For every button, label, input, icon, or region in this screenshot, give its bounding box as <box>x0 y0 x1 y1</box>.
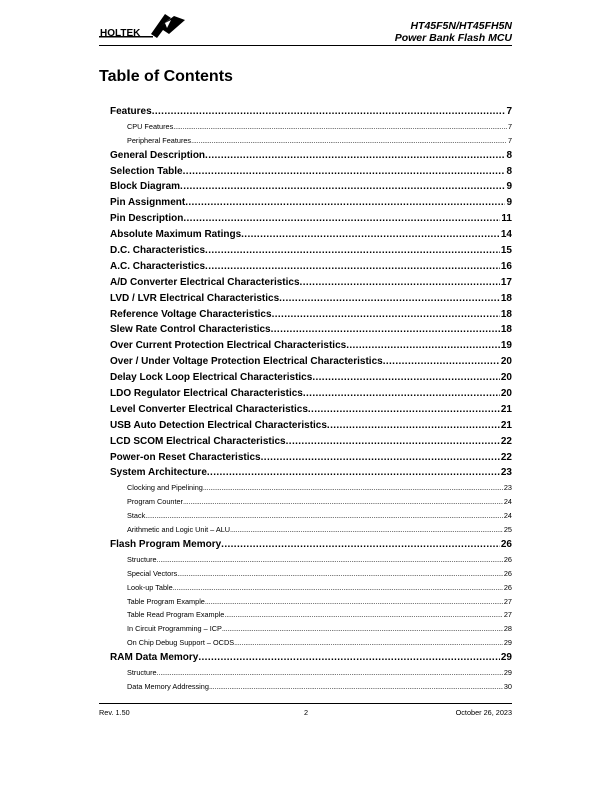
toc-entry-page: 30 <box>503 681 512 691</box>
dot-leader <box>183 164 506 180</box>
toc-entry[interactable] <box>110 650 512 666</box>
toc-entry-page: 19 <box>500 340 512 352</box>
toc-entry[interactable] <box>110 259 512 275</box>
dot-leader <box>183 495 503 509</box>
toc-entry-page: 18 <box>500 292 512 304</box>
toc-entry-page: 22 <box>500 435 512 447</box>
toc-entry[interactable] <box>110 537 512 553</box>
toc-entry-label: Arithmetic and Logic Unit – ALU <box>127 525 231 535</box>
toc-subentry[interactable] <box>110 495 512 509</box>
footer-divider <box>99 703 512 704</box>
toc-entry-page: 29 <box>503 667 512 677</box>
toc-entry-label: Clocking and Pipelining <box>127 483 203 493</box>
dot-leader <box>234 636 503 650</box>
toc-entry-label: CPU Features <box>127 121 174 131</box>
toc-entry-label: Look-up Table <box>127 582 173 592</box>
toc-entry-label: Special Vectors <box>127 568 178 578</box>
toc-entry-label: Data Memory Addressing <box>127 681 209 691</box>
toc-entry-label: Table Program Example <box>127 596 205 606</box>
toc-entry-label: Delay Lock Loop Electrical Characteristics <box>110 372 313 384</box>
dot-leader <box>271 322 500 338</box>
toc-entry-page: 20 <box>500 356 512 368</box>
toc-entry-page: 20 <box>500 388 512 400</box>
dot-leader <box>241 227 500 243</box>
toc-entry[interactable] <box>110 275 512 291</box>
dot-leader <box>177 567 503 581</box>
dot-leader <box>279 291 500 307</box>
toc-entry[interactable] <box>110 243 512 259</box>
toc-entry-label: Stack <box>127 511 146 521</box>
toc-entry-page: 9 <box>506 197 512 209</box>
dot-leader <box>303 386 500 402</box>
toc-entry-page: 18 <box>500 308 512 320</box>
toc-entry[interactable] <box>110 386 512 402</box>
toc-entry[interactable] <box>110 211 512 227</box>
toc-entry-page: 22 <box>500 451 512 463</box>
toc-entry-page: 7 <box>507 121 512 131</box>
toc-entry-page: 15 <box>500 245 512 257</box>
toc-entry-label: Level Converter Electrical Characteristics <box>110 403 308 415</box>
toc-entry-label: D.C. Characteristics <box>110 245 206 257</box>
toc-subentry[interactable] <box>110 666 512 680</box>
toc-entry-page: 8 <box>506 149 512 161</box>
toc-subentry[interactable] <box>110 120 512 134</box>
dot-leader <box>272 307 500 323</box>
holtek-logo <box>99 12 189 42</box>
dot-leader <box>173 120 507 134</box>
dot-leader <box>312 370 500 386</box>
toc-entry-label: In Circuit Programming – ICP <box>127 624 222 634</box>
toc-entry-page: 27 <box>503 596 512 606</box>
dot-leader <box>191 134 507 148</box>
toc-subentry[interactable] <box>110 523 512 537</box>
dot-leader <box>173 581 503 595</box>
dot-leader <box>221 537 500 553</box>
dot-leader <box>383 354 500 370</box>
toc-entry-page: 14 <box>500 229 512 241</box>
toc-subentry[interactable] <box>110 680 512 694</box>
dot-leader <box>157 553 503 567</box>
toc-entry[interactable] <box>110 291 512 307</box>
toc-entry-page: 9 <box>506 181 512 193</box>
toc-subentry[interactable] <box>110 636 512 650</box>
toc-entry[interactable] <box>110 354 512 370</box>
toc-subentry[interactable] <box>110 567 512 581</box>
toc-subentry[interactable] <box>110 595 512 609</box>
page-title: Table of Contents <box>99 68 233 85</box>
toc-entry[interactable] <box>110 338 512 354</box>
toc-entry-label: Over / Under Voltage Protection Electrical Characteristics <box>110 356 383 368</box>
product-name: HT45F5N/HT45FH5N <box>410 20 512 32</box>
dot-leader <box>180 179 505 195</box>
dot-leader <box>198 650 500 666</box>
toc-entry-label: System Architecture <box>110 467 207 479</box>
dot-leader <box>157 666 503 680</box>
toc-entry[interactable] <box>110 164 512 180</box>
table-of-contents <box>110 104 512 694</box>
toc-entry[interactable] <box>110 179 512 195</box>
toc-entry[interactable] <box>110 195 512 211</box>
toc-entry-label: Pin Assignment <box>110 197 186 209</box>
toc-entry[interactable] <box>110 450 512 466</box>
toc-entry-page: 26 <box>503 568 512 578</box>
toc-entry-page: 17 <box>500 276 512 288</box>
toc-entry-label: Reference Voltage Characteristics <box>110 308 272 320</box>
toc-entry[interactable] <box>110 465 512 481</box>
toc-entry-page: 7 <box>507 135 512 145</box>
toc-entry-label: A/D Converter Electrical Characteristics <box>110 276 300 288</box>
dot-leader <box>152 104 506 120</box>
toc-entry-page: 26 <box>500 538 512 550</box>
toc-entry[interactable] <box>110 370 512 386</box>
toc-subentry[interactable] <box>110 581 512 595</box>
footer-page-number: 2 <box>303 708 309 717</box>
toc-subentry[interactable] <box>110 481 512 495</box>
toc-subentry[interactable] <box>110 608 512 622</box>
dot-leader <box>209 680 503 694</box>
dot-leader <box>205 259 500 275</box>
toc-entry-label: Absolute Maximum Ratings <box>110 229 242 241</box>
toc-entry-label: Block Diagram <box>110 181 181 193</box>
dot-leader <box>205 148 505 164</box>
product-subtitle: Power Bank Flash MCU <box>394 32 512 44</box>
toc-entry[interactable] <box>110 322 512 338</box>
toc-entry-page: 25 <box>503 525 512 535</box>
toc-entry-label: Peripheral Features <box>127 135 192 145</box>
dot-leader <box>327 418 500 434</box>
dot-leader <box>230 523 503 537</box>
toc-entry-label: Table Read Program Example <box>127 610 225 620</box>
dot-leader <box>346 338 500 354</box>
toc-entry-page: 24 <box>503 497 512 507</box>
toc-entry-page: 26 <box>503 582 512 592</box>
footer-revision: Rev. 1.50 <box>99 708 130 717</box>
toc-entry-label: USB Auto Detection Electrical Characteristics <box>110 419 327 431</box>
toc-subentry[interactable] <box>110 509 512 523</box>
dot-leader <box>207 465 500 481</box>
toc-entry[interactable] <box>110 434 512 450</box>
toc-subentry[interactable] <box>110 622 512 636</box>
toc-entry[interactable] <box>110 148 512 164</box>
toc-subentry[interactable] <box>110 134 512 148</box>
toc-entry[interactable] <box>110 402 512 418</box>
toc-entry-label: Structure <box>127 667 157 677</box>
footer-date: October 26, 2023 <box>455 708 512 717</box>
dot-leader <box>308 402 500 418</box>
toc-entry-page: 29 <box>500 652 512 664</box>
toc-entry-page: 27 <box>503 610 512 620</box>
dot-leader <box>145 509 503 523</box>
toc-entry-page: 24 <box>503 511 512 521</box>
toc-entry-label: General Description <box>110 149 206 161</box>
dot-leader <box>183 211 500 227</box>
toc-entry-label: LDO Regulator Electrical Characteristics <box>110 388 303 400</box>
toc-entry-label: On Chip Debug Support – OCDS <box>127 638 235 648</box>
document-header <box>395 20 512 44</box>
dot-leader <box>203 481 503 495</box>
toc-entry-label: Structure <box>127 554 157 564</box>
toc-entry-page: 23 <box>500 467 512 479</box>
dot-leader <box>205 595 503 609</box>
toc-entry-label: LCD SCOM Electrical Characteristics <box>110 435 286 447</box>
toc-entry-label: RAM Data Memory <box>110 652 199 664</box>
toc-entry[interactable] <box>110 418 512 434</box>
toc-entry-page: 29 <box>503 638 512 648</box>
dot-leader <box>261 450 500 466</box>
toc-entry-page: 21 <box>500 419 512 431</box>
toc-entry-page: 21 <box>500 403 512 415</box>
logo-wordmark: HOLTEK <box>100 28 141 39</box>
toc-entry-label: Power-on Reset Characteristics <box>110 451 261 463</box>
toc-entry[interactable] <box>110 307 512 323</box>
toc-entry-page: 23 <box>503 483 512 493</box>
dot-leader <box>205 243 500 259</box>
toc-entry-label: A.C. Characteristics <box>110 260 206 272</box>
toc-entry-label: Pin Description <box>110 213 184 225</box>
toc-entry-label: Features <box>110 106 152 117</box>
toc-entry-label: Flash Program Memory <box>110 538 222 550</box>
header-divider <box>99 45 512 46</box>
toc-entry-page: 20 <box>500 372 512 384</box>
dot-leader <box>286 434 500 450</box>
dot-leader <box>300 275 500 291</box>
toc-entry-page: 16 <box>500 260 512 272</box>
toc-entry-label: Slew Rate Control Characteristics <box>110 324 271 336</box>
toc-entry-label: LVD / LVR Electrical Characteristics <box>110 292 280 304</box>
dot-leader <box>224 608 503 622</box>
dot-leader <box>185 195 505 211</box>
toc-entry[interactable] <box>110 227 512 243</box>
dot-leader <box>222 622 503 636</box>
toc-entry-label: Program Counter <box>127 497 183 507</box>
toc-entry-page: 8 <box>506 165 512 177</box>
toc-subentry[interactable] <box>110 553 512 567</box>
toc-entry-page: 26 <box>503 554 512 564</box>
toc-entry-label: Over Current Protection Electrical Characteristics <box>110 340 347 352</box>
toc-entry[interactable] <box>110 104 512 120</box>
toc-entry-page: 11 <box>501 213 512 225</box>
toc-entry-page: 28 <box>503 624 512 634</box>
toc-entry-page: 7 <box>506 106 512 117</box>
toc-entry-label: Selection Table <box>110 165 183 177</box>
toc-entry-page: 18 <box>500 324 512 336</box>
